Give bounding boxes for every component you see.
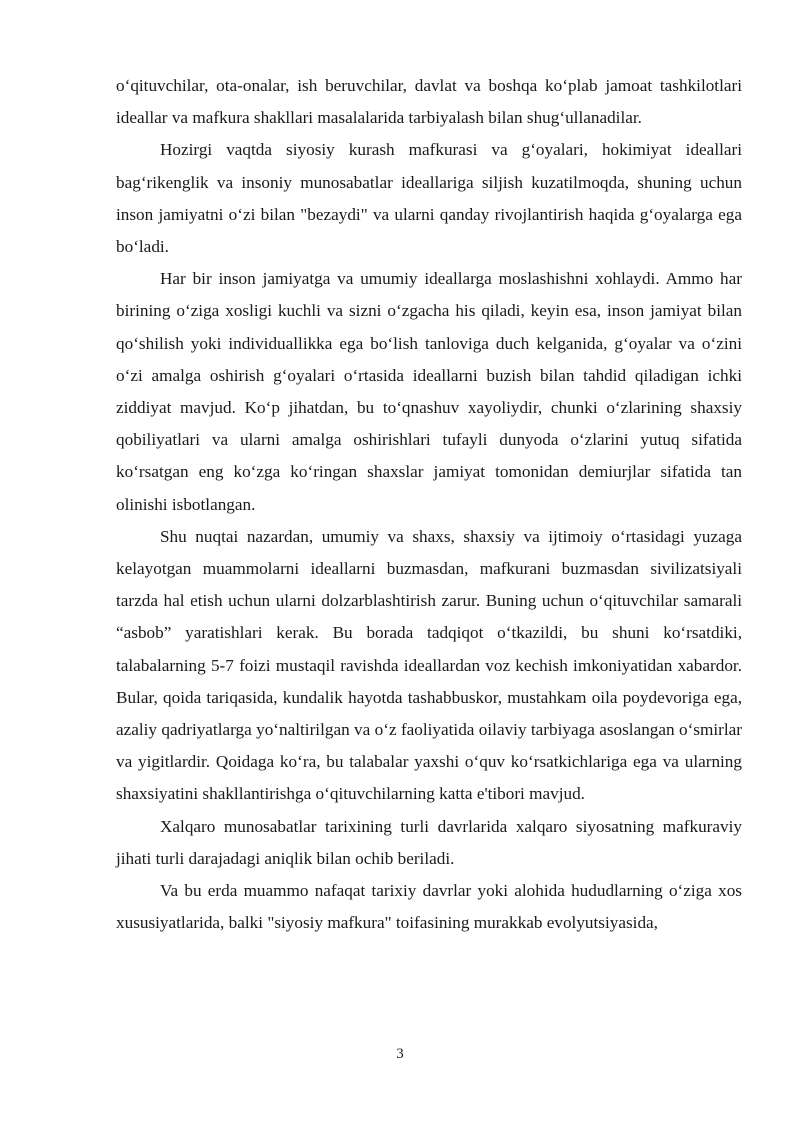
page-number: 3 — [396, 1046, 404, 1062]
paragraph-individual-society: Har bir inson jamiyatga va umumiy ideallarga moslashishni xohlaydi. Ammo har birining o‘ziga xosligi kuchli va sizni o‘zgacha his qiladi, keyin esa, inson jamiyat bilan qo‘shilish yoki individuallikka ega bo‘lish tanloviga duch kelganida, g‘oyalar va o‘zini o‘zi amalga oshirish g‘oyalari o‘rtasida ideallarni buzish bilan tahdid qiladigan ichki ziddiyat mavjud. Ko‘p jihatdan, bu to‘qnashuv xayoliydir, chunki o‘zlarining shaxsiy qobiliyatlari va ularni amalga oshirishlari tufayli dunyoda o‘zlarini yutuq sifatida ko‘rsatgan eng ko‘zga ko‘ringan shaxslar jamiyat tomonidan demiurjlar sifatida tan olinishi isbotlangan. — [116, 269, 742, 514]
paragraph-political-ideology: Hozirgi vaqtda siyosiy kurash mafkurasi va g‘oyalari, hokimiyat ideallari bag‘rikenglik va insoniy munosabatlar ideallariga siljish kuzatilmoqda, shuning uchun inson jamiyatni o‘zi bilan "bezaydi" va ularni qanday rivojlantirish haqida g‘oyalarga ega bo‘ladi. — [116, 140, 742, 257]
paragraph-continuation: o‘qituvchilar, ota-onalar, ish beruvchilar, davlat va boshqa ko‘plab jamoat tashkilotlari ideallar va mafkura shakllari masalalarida tarbiyalash bilan shug‘ullanadilar. — [116, 76, 742, 128]
paragraph-international-relations: Xalqaro munosabatlar tarixining turli davrlarida xalqaro siyosatning mafkuraviy jihati turli darajadagi aniqlik bilan ochib beriladi. — [116, 816, 742, 868]
paragraph-problem-evolution: Va bu erda muammo nafaqat tarixiy davrlar yoki alohida hududlarning o‘ziga xos xususiyatlarida, balki "siyosiy mafkura" toifasining murakkab evolyutsiyasida, — [116, 881, 742, 933]
paragraph-research-findings: Shu nuqtai nazardan, umumiy va shaxs, shaxsiy va ijtimoiy o‘rtasidagi yuzaga kelayotgan muammolarni ideallarni buzmasdan, mafkurani buzmasdan sivilizatsiyali tarzda hal etish uchun ularni dolzarblashtirish zarur. Buning uchun o‘qituvchilar samarali “asbob” yaratishlari kerak. Bu borada tadqiqot o‘tkazildi, bu shuni ko‘rsatdiki, talabalarning 5-7 foizi mustaqil ravishda ideallardan voz kechish imkoniyatidan xabardor. Bular, qoida tariqasida, kundalik hayotda tashabbuskor, mustahkam oila poydevoriga ega, azaliy qadriyatlarga yo‘naltirilgan va o‘z faoliyatida oilaviy tarbiyaga asoslangan o‘smirlar va yigitlardir. Qoidaga ko‘ra, bu talabalar yaxshi o‘quv ko‘rsatkichlariga ega va ularning shaxsiyatini shakllantirishga o‘qituvchilarning katta e'tibori mavjud. — [116, 526, 742, 804]
document-page — [116, 70, 742, 939]
